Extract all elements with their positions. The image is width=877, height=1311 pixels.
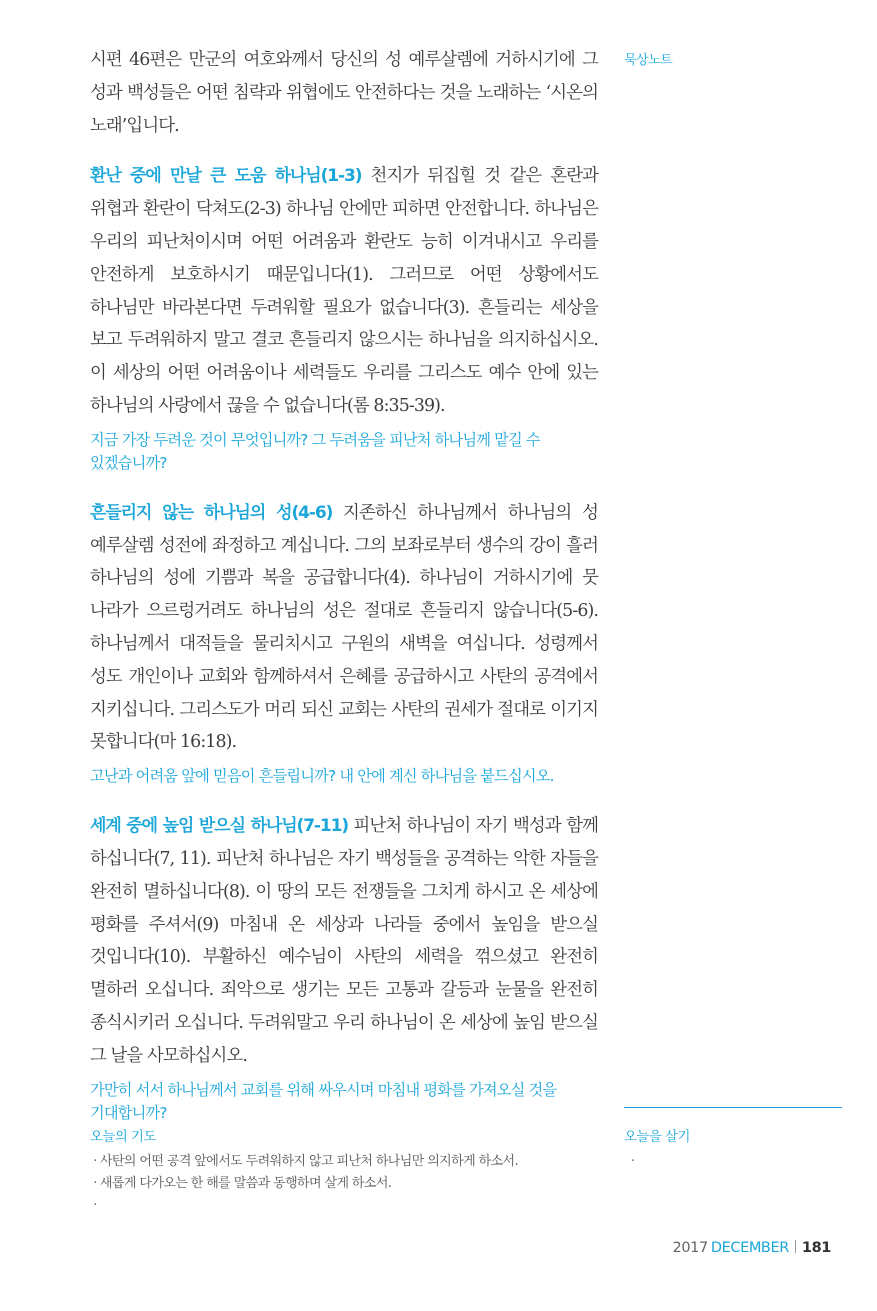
bullet-icon: ·: [93, 1154, 97, 1169]
prayer-item: [90, 1195, 600, 1217]
section-heading: 환난 중에 만날 큰 도움 하나님(1-3): [90, 166, 362, 187]
sidebar-divider: [624, 1107, 842, 1108]
bullet-icon: ·: [93, 1176, 97, 1191]
intro-paragraph: 시편 46편은 만군의 여호와께서 당신의 성 예루살렘에 거하시기에 그 성과 백성들은 어떤 침략과 위협에도 안전하다는 것을 노래하는 ‘시온의 노래’입니다.: [90, 50, 598, 136]
living-item: [624, 1151, 844, 1173]
section-heading: 세계 중에 높임 받으실 하나님(7-11): [90, 816, 349, 837]
living-title: 오늘을 살기: [624, 1130, 690, 1145]
prayer-title: 오늘의 기도: [90, 1130, 156, 1145]
footer-month: DECEMBER: [710, 1240, 789, 1256]
prayer-item: [90, 1151, 600, 1173]
meditation-note-label: 묵상노트: [624, 53, 673, 68]
footer-year: 2017: [672, 1240, 708, 1256]
footer-separator: [795, 1240, 796, 1253]
section-body: 피난처 하나님이 자기 백성과 함께 하십니다(7, 11). 피난처 하나님은 자기 백성들을 공격하는 악한 자들을 완전히 멸하십니다(8). 이 땅의 모든 전쟁들을 그치게 하시고 온 세상에 평화를 주셔서(9) 마침내 온 세상과 나라들 중에서 높임을 받으실 것입니다(10). 부활하신 예수님이 사탄의 세력을 꺾으셨고 완전히 멸하러 오십니다. 죄악으로 생기는 모든 고통과 갈등과 눈물을 완전히 종식시키러 오십니다. 두려워말고 우리 하나님이 온 세상에 높임 받으실 그 날을 사모하십시오.: [90, 816, 598, 1066]
reflection-question: 가만히 서서 하나님께서 교회를 위해 싸우시며 마침내 평화를 가져오실 것을 기대합니까?: [90, 1080, 557, 1122]
reflection-question: 지금 가장 두려운 것이 무엇입니까? 그 두려움을 피난처 하나님께 맡길 수 있겠습니까?: [90, 430, 540, 472]
prayer-item: [90, 1173, 600, 1195]
section-body: 지존하신 하나님께서 하나님의 성 예루살렘 성전에 좌정하고 계십니다. 그의 보좌로부터 생수의 강이 흘러 하나님의 성에 기쁨과 복을 공급합니다(4). 하나님이 거하시기에 뭇 나라가 으르렁거려도 하나님의 성은 절대로 흔들리지 않습니다(5-6). 하나님께서 대적들을 물리치시고 구원의 새벽을 여십니다. 성령께서 성도 개인이나 교회와 함께하셔서 은혜를 공급하시고 사탄의 공격에서 지키십니다. 그리스도가 머리 되신 교회는 사탄의 권세가 절대로 이기지 못합니다(마 16:18).: [90, 502, 599, 753]
prayer-item-text: 새롭게 다가오는 한 해를 말씀과 동행하며 살게 하소서.: [100, 1176, 392, 1191]
section-paragraph: [90, 160, 598, 422]
living-today: [624, 1126, 844, 1173]
section-2: [90, 497, 598, 788]
page-footer: [673, 1240, 832, 1256]
reflection-question: 고난과 어려움 앞에 믿음이 흔들립니까? 내 안에 계신 하나님을 붙드십시오.: [90, 767, 554, 786]
prayer-list: [90, 1151, 600, 1217]
meditation-body: [90, 44, 598, 1125]
bullet-icon: ·: [630, 1154, 636, 1169]
todays-prayer: [90, 1126, 600, 1217]
section-3: [90, 810, 598, 1124]
section-paragraph: [90, 810, 598, 1072]
prayer-item-text: 사탄의 어떤 공격 앞에서도 두려워하지 않고 피난처 하나님만 의지하게 하소서.: [100, 1154, 518, 1169]
section-heading: 흔들리지 않는 하나님의 성(4-6): [90, 502, 333, 523]
bullet-icon: ·: [93, 1198, 97, 1213]
section-1: [90, 160, 598, 474]
section-body: 천지가 뒤집힐 것 같은 혼란과 위협과 환란이 닥쳐도(2-3) 하나님 안에만 피하면 안전합니다. 하나님은 우리의 피난처이시며 어떤 어려움과 환란도 능히 이겨내시고 우리를 안전하게 보호하시기 때문입니다(1). 그러므로 어떤 상황에서도 하나님만 바라본다면 두려워할 필요가 없습니다(3). 흔들리는 세상을 보고 두려워하지 말고 결코 흔들리지 않으시는 하나님을 의지하십시오. 이 세상의 어떤 어려움이나 세력들도 우리를 그리스도 예수 안에 있는 하나님의 사랑에서 끊을 수 없습니다(롬 8:35-39).: [90, 166, 598, 416]
section-paragraph: [90, 497, 598, 759]
page-number: 181: [801, 1240, 831, 1256]
